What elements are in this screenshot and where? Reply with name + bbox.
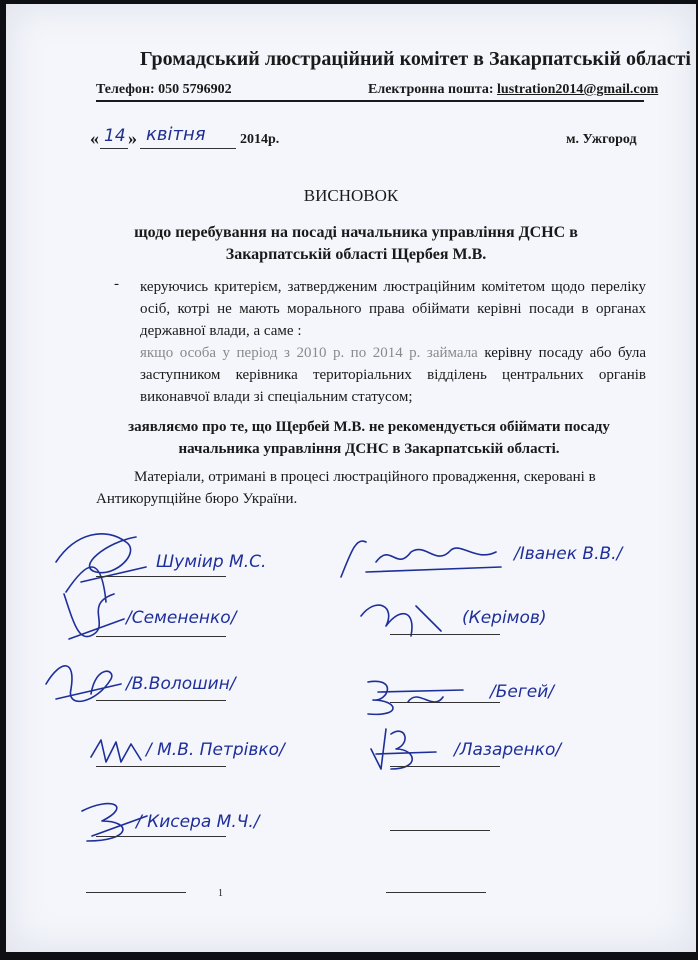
city: м. Ужгород [566, 132, 637, 147]
signature-line-8 [390, 702, 500, 703]
materials-paragraph: Матеріали, отримані в процесі люстраційного провадження, скеровані в Антикорупційне бюро України. [96, 469, 596, 507]
signature-line-1 [96, 576, 226, 577]
signature-line-4 [96, 766, 226, 767]
signature-1-name: Шуміир М.С. [156, 552, 267, 572]
declaration-paragraph: заявляємо про те, що Щербей М.В. не рекомендується обіймати посаду начальника управління ДСНС в Закарпатській області. [128, 419, 610, 457]
document-heading: ВИСНОВОК [303, 186, 399, 205]
bullet-marker: - [114, 276, 119, 292]
signature-2-name: /Семененко/ [126, 608, 237, 628]
signature-line-5 [96, 836, 226, 837]
signature-scribble-3 [36, 654, 126, 714]
criterion-rest: керівну посаду або була заступником керівника територіальних відділень центральних органів виконавчої влади зі спеціальним статусом; [140, 345, 646, 405]
signature-8-name: /Бегей/ [490, 682, 555, 702]
signature-3-name: /В.Волошин/ [126, 674, 236, 694]
criterion-highlight: якщо особа у період з 2010 р. по 2014 р. займала [140, 345, 478, 361]
signature-line-3 [96, 700, 226, 701]
header-divider [96, 100, 644, 102]
email-label: Електронна пошта: [368, 82, 494, 97]
document-subject: щодо перебування на посаді начальника управління ДСНС в Закарпатській області Щербея М.В. [134, 224, 578, 263]
month-underline [140, 148, 236, 149]
page-number: 1 [218, 888, 223, 899]
signature-7-name: (Керімов) [462, 608, 547, 628]
organization-title: Громадський люстраційний комітет в Закарпатській області [140, 48, 691, 70]
email-line [368, 82, 658, 98]
signature-line-10 [390, 830, 490, 831]
signature-line-7 [390, 634, 500, 635]
signature-4-name: / М.В. Петрівко/ [146, 740, 285, 760]
signature-line-9 [390, 766, 500, 767]
date-close-quote: » [128, 128, 137, 148]
document-page [6, 4, 696, 952]
signature-scribble-7 [356, 596, 446, 646]
signature-line-2 [96, 636, 226, 637]
signature-line-11 [386, 892, 486, 893]
signature-9-name: /Лазаренко/ [454, 740, 562, 760]
signature-6-name: /Іванек В.В./ [514, 544, 623, 564]
date-month: квітня [146, 124, 206, 145]
criterion-paragraph [140, 276, 646, 408]
date-open-quote: « [90, 128, 99, 148]
criterion-intro: керуючись критерієм, затвердженим люстраційним комітетом щодо переліку осіб, котрі не мають морального права обіймати керівні посади в органах державної влади, а саме : [140, 279, 646, 339]
signature-scribble-6 [336, 532, 506, 582]
signature-scribble-2 [54, 584, 134, 654]
date-day: 14 [104, 126, 126, 146]
signature-5-name: / Кисера М.Ч./ [136, 812, 260, 832]
phone-number: Телефон: 050 5796902 [96, 82, 232, 97]
signature-scribble-8 [358, 672, 468, 722]
date-year: 2014р. [240, 132, 280, 147]
email-address: lustration2014@gmail.com [497, 82, 659, 97]
day-underline [100, 148, 128, 149]
signature-line-6 [86, 892, 186, 893]
